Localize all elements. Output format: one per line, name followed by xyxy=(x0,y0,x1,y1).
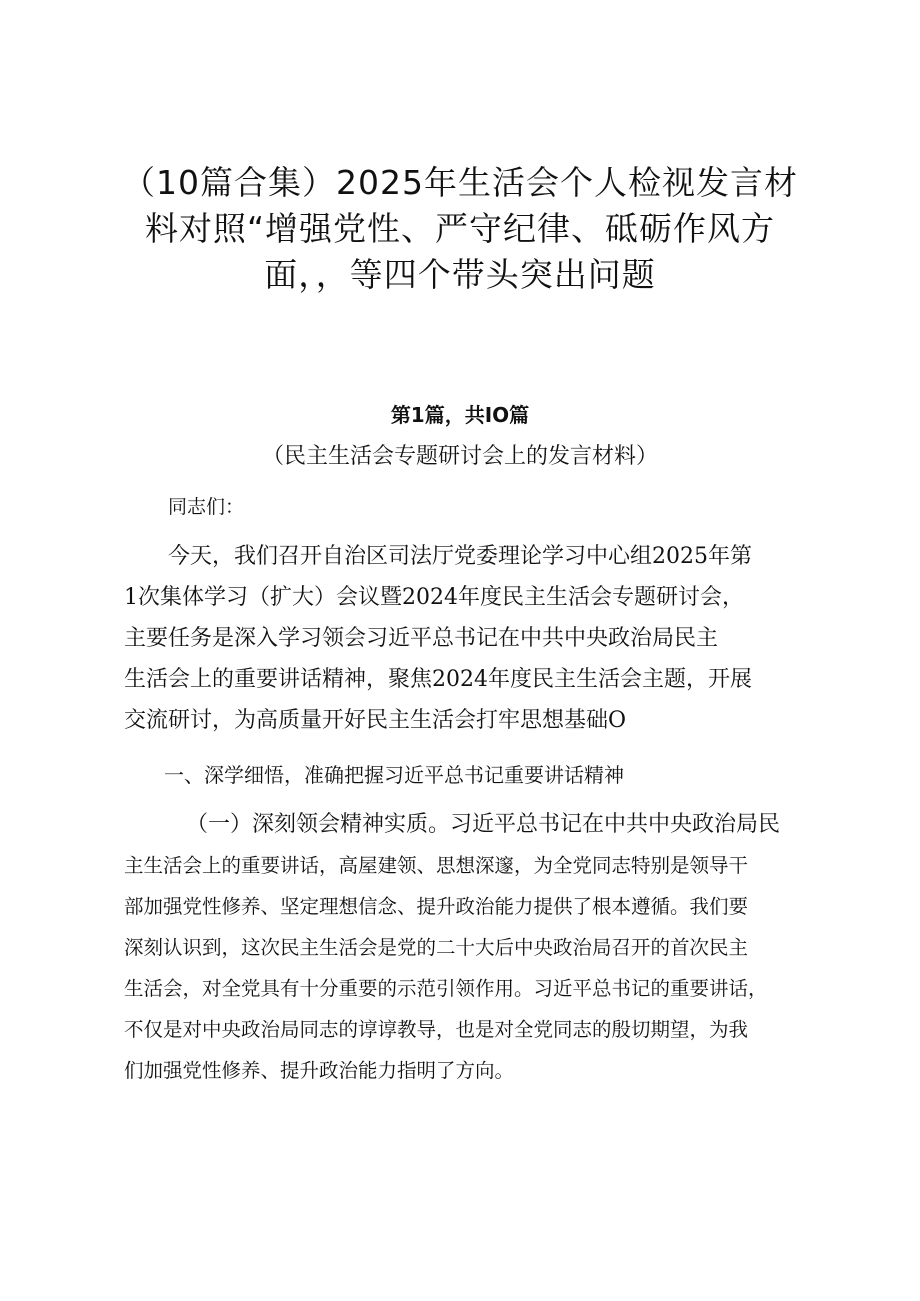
salutation: 同志们： xyxy=(168,496,245,518)
title-line-2: 料对照“增强党性、严守纪律、砥砺作风方 xyxy=(144,209,776,248)
intro-line: 生活会上的重要讲话精神，聚焦2024年度民主生活会主题，开展 xyxy=(124,667,752,692)
section-line: 主生活会上的重要讲话，高屋建领、思想深邃，为全党同志特别是领导干 xyxy=(124,854,749,877)
section-line: （一）深刻领会精神实质。习近平总书记在中共中央政治局民 xyxy=(186,812,781,837)
section-line: 们加强党性修养、提升政治能力指明了方向。 xyxy=(124,1059,515,1082)
section-paragraph xyxy=(124,804,824,1091)
intro-line: 交流研讨，为高质量开好民主生活会打牢思想基础O xyxy=(124,708,627,733)
intro-line: 主要任务是深入学习领会习近平总书记在中共中央政治局民主 xyxy=(124,626,719,651)
section-line: 深刻认识到，这次民主生活会是党的二十大后中央政治局召开的首次民主 xyxy=(124,936,749,959)
part-subtitle: （民主生活会专题研讨会上的发言材料） xyxy=(261,444,658,469)
section-line: 生活会，对全党具有十分重要的示范引领作用。习近平总书记的重要讲话， xyxy=(124,977,768,1000)
title-line-3: 面，，等四个带头突出问题 xyxy=(264,255,656,294)
section-heading: 一、深学细悟，准确把握习近平总书记重要讲话精神 xyxy=(164,763,624,787)
section-line: 部加强党性修养、坚定理想信念、提升政治能力提供了根本遵循。我们要 xyxy=(124,895,749,918)
title-line-1: （10篇合集）2025年生活会个人检视发言材 xyxy=(122,163,798,202)
intro-paragraph xyxy=(124,536,824,741)
document-title xyxy=(110,160,810,298)
section-line: 不仅是对中央政治局同志的谆谆教导，也是对全党同志的殷切期望，为我 xyxy=(124,1018,749,1041)
intro-line: 今天，我们召开自治区司法厅党委理论学习中心组2025年第 xyxy=(168,544,752,569)
intro-line: 1次集体学习（扩大）会议暨2024年度民主生活会专题研讨会， xyxy=(124,585,744,610)
part-label: 第1篇，共IO篇 xyxy=(390,403,530,427)
